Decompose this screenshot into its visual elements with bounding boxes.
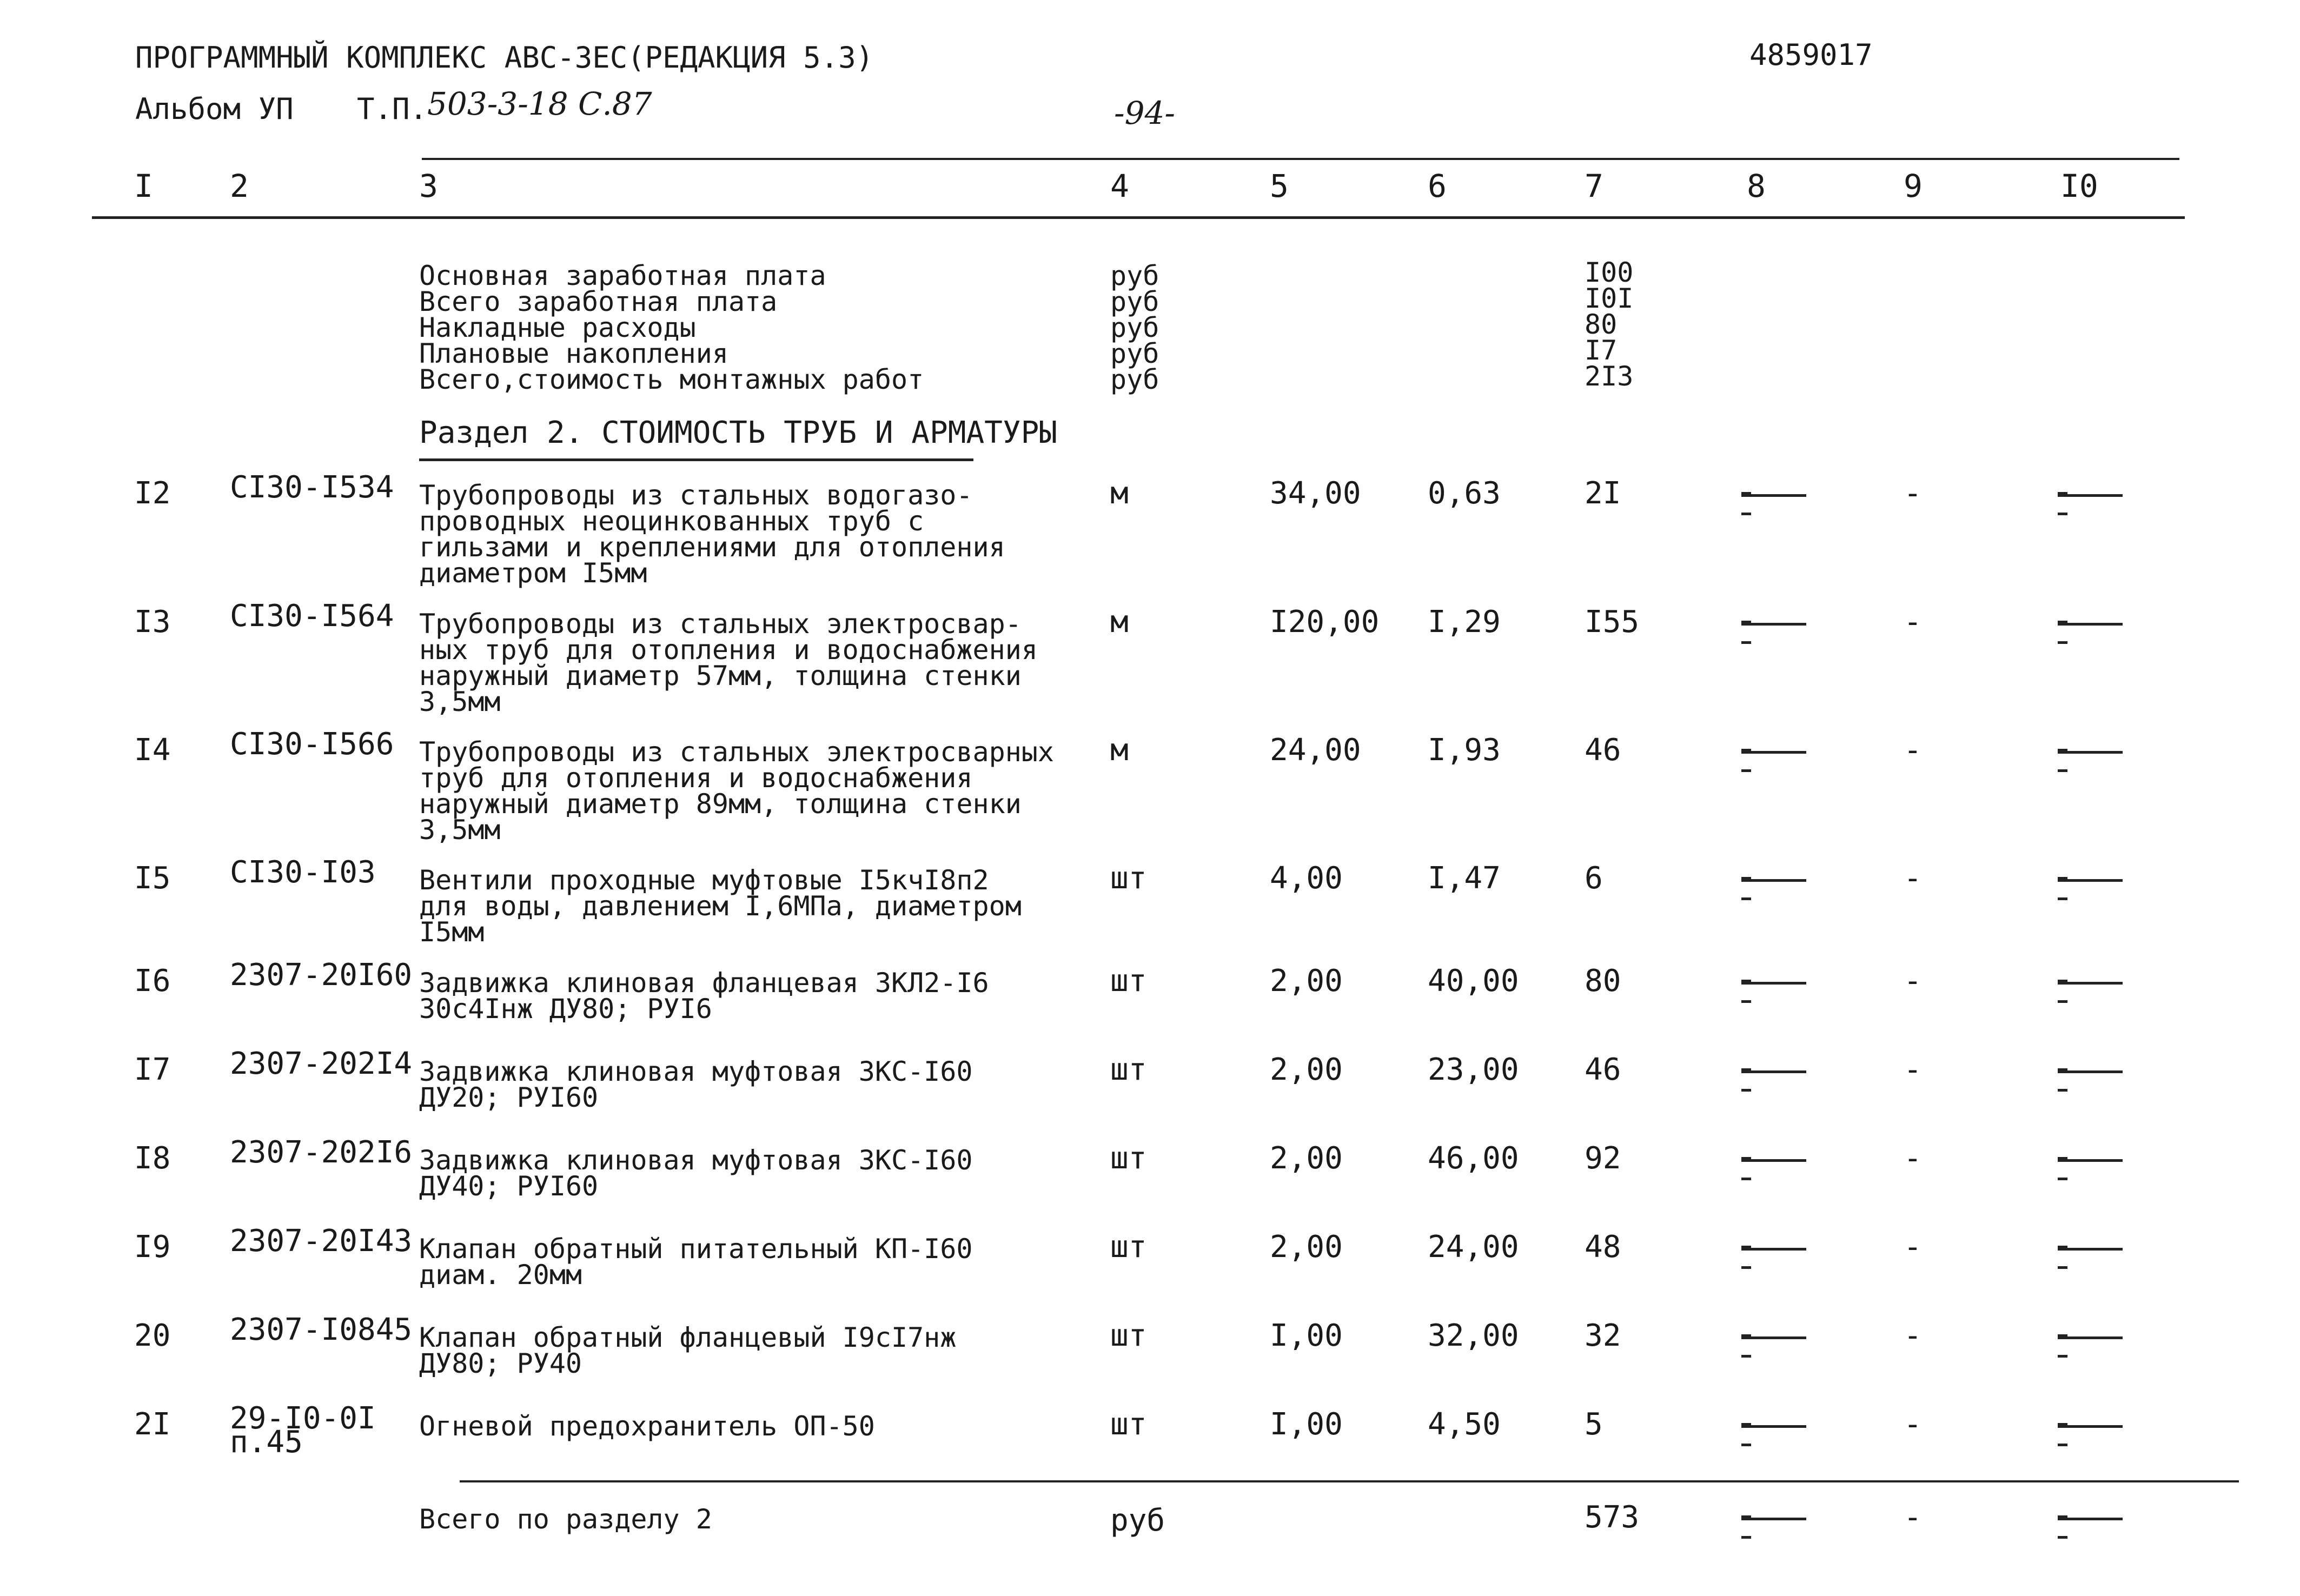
row-number: I2	[134, 476, 171, 511]
row-total: 6	[1585, 861, 1603, 896]
row-quantity: 2,00	[1270, 1229, 1343, 1265]
row-quantity: 2,00	[1270, 1141, 1343, 1176]
row-total: 32	[1585, 1318, 1621, 1353]
row-col8-dash	[1741, 1444, 1751, 1446]
tp-value: 503-3-18 С.87	[427, 85, 652, 122]
column-number-7: 7	[1585, 168, 1603, 204]
row-total: 80	[1585, 963, 1621, 999]
row-unit: м	[1110, 733, 1129, 768]
row-col9: -	[1904, 963, 1922, 999]
row-unit: м	[1110, 476, 1129, 511]
row-col10-dash	[2058, 1444, 2067, 1446]
row-code: 2307-202I4	[230, 1046, 413, 1081]
section-title: Раздел 2. СТОИМОСТЬ ТРУБ И АРМАТУРЫ	[419, 415, 1058, 450]
row-unit-price: 4,50	[1428, 1407, 1501, 1442]
column-number-3: 3	[419, 168, 438, 204]
header-top-rule	[422, 158, 2179, 160]
document-number: 4859017	[1749, 38, 1873, 72]
total-label: Всего по разделу 2	[419, 1504, 712, 1535]
row-col8-dash	[1741, 494, 1806, 497]
row-col9: -	[1904, 1141, 1922, 1176]
row-description: Клапан обратный питательный КП-I60 диам. 20мм	[419, 1233, 973, 1291]
row-col10-dash	[2058, 1178, 2067, 1180]
row-description: Трубопроводы из стальных электросвар- ных труб для отопления и водоснабжения наружный диаметр 57мм, толщина стенки 3,5мм	[419, 608, 1038, 717]
row-col10-dash	[2058, 769, 2067, 772]
row-quantity: I,00	[1270, 1318, 1343, 1353]
row-col9: -	[1904, 861, 1922, 896]
header-bottom-rule	[92, 216, 2185, 219]
row-unit: шт	[1110, 1052, 1147, 1087]
row-col10-dash	[2058, 623, 2123, 626]
row-description: Огневой предохранитель ОП-50	[419, 1411, 875, 1442]
row-description: Задвижка клиновая муфтовая ЗКС-I60 ДУ40; РУI60	[419, 1145, 973, 1202]
row-code: 29-I0-0I п.45	[230, 1401, 376, 1460]
row-total: 2I	[1585, 476, 1621, 511]
row-code: 2307-20I43	[230, 1223, 413, 1259]
row-col8-dash	[1741, 1178, 1751, 1180]
row-col9: -	[1904, 604, 1922, 640]
row-col8-dash	[1741, 1266, 1751, 1269]
row-quantity: 24,00	[1270, 733, 1361, 768]
column-number-9: 9	[1904, 168, 1923, 204]
edition-label: (РЕДАКЦИЯ 5.3)	[627, 41, 874, 75]
row-unit-price: I,93	[1428, 733, 1501, 768]
program-title: ПРОГРАММНЫЙ КОМПЛЕКС АВС-ЗЕС	[135, 41, 628, 75]
row-number: I9	[134, 1229, 171, 1265]
row-col9: -	[1904, 1318, 1922, 1353]
row-unit-price: 0,63	[1428, 476, 1501, 511]
row-col10-dash	[2058, 1089, 2067, 1092]
row-total: 5	[1585, 1407, 1603, 1442]
row-quantity: 2,00	[1270, 1052, 1343, 1087]
row-col9: -	[1904, 1052, 1922, 1087]
row-col10-dash	[2058, 1425, 2123, 1428]
row-unit-price: 24,00	[1428, 1229, 1519, 1265]
row-code: CI30-I564	[230, 598, 394, 634]
row-col10-dash	[2058, 897, 2067, 900]
row-total: 46	[1585, 733, 1621, 768]
row-col8-dash	[1741, 769, 1751, 772]
row-total: 48	[1585, 1229, 1621, 1265]
row-description: Задвижка клиновая фланцевая ЗКЛ2-I6 30с4Iнж ДУ80; РУI6	[419, 967, 989, 1025]
column-number-2: 2	[230, 168, 249, 204]
row-quantity: I20,00	[1270, 604, 1380, 640]
total-col10-dash	[2058, 1518, 2123, 1520]
row-code: 2307-I0845	[230, 1312, 413, 1347]
row-total: 92	[1585, 1141, 1621, 1176]
row-quantity: 2,00	[1270, 963, 1343, 999]
row-code: 2307-20I60	[230, 957, 413, 993]
row-col9: -	[1904, 1407, 1922, 1442]
total-value: 573	[1585, 1500, 1640, 1535]
total-col10-dash	[2058, 1536, 2067, 1539]
tp-label: Т.П.	[357, 92, 428, 126]
section-title-underline	[419, 458, 973, 461]
row-col10-dash	[2058, 1000, 2067, 1003]
summary-units: руб руб руб руб руб	[1110, 260, 1159, 395]
row-unit-price: I,29	[1428, 604, 1501, 640]
total-col8-dash	[1741, 1518, 1806, 1520]
album-label: Альбом УП	[135, 92, 294, 126]
row-description: Клапан обратный фланцевый I9сI7нж ДУ80; РУ40	[419, 1322, 957, 1379]
summary-values: I00 I0I 80 I7 2I3	[1585, 257, 1634, 392]
row-col10-dash	[2058, 513, 2067, 515]
row-col8-dash	[1741, 1070, 1806, 1073]
row-number: I5	[134, 861, 171, 896]
column-number-4: 4	[1110, 168, 1129, 204]
row-quantity: I,00	[1270, 1407, 1343, 1442]
row-unit: шт	[1110, 1229, 1147, 1265]
total-col8-dash	[1741, 1536, 1751, 1539]
row-description: Трубопроводы из стальных электросварных труб для отопления и водоснабжения наружный диаметр 89мм, толщина стенки 3,5мм	[419, 736, 1054, 846]
row-col10-dash	[2058, 641, 2067, 644]
row-total: 46	[1585, 1052, 1621, 1087]
row-number: I4	[134, 733, 171, 768]
row-code: 2307-202I6	[230, 1135, 413, 1170]
row-col8-dash	[1741, 1425, 1806, 1428]
row-col10-dash	[2058, 1159, 2123, 1162]
column-number-6: 6	[1428, 168, 1447, 204]
row-unit-price: I,47	[1428, 861, 1501, 896]
row-col10-dash	[2058, 982, 2123, 985]
row-col10-dash	[2058, 879, 2123, 882]
total-col9: -	[1904, 1500, 1922, 1535]
column-number-10: I0	[2060, 168, 2098, 204]
row-description: Вентили проходные муфтовые I5кчI8п2 для воды, давлением I,6МПа, диаметром I5мм	[419, 864, 1022, 948]
row-col10-dash	[2058, 494, 2123, 497]
row-col8-dash	[1741, 751, 1806, 754]
row-quantity: 34,00	[1270, 476, 1361, 511]
row-col10-dash	[2058, 1336, 2123, 1339]
row-number: 20	[134, 1318, 171, 1353]
row-col8-dash	[1741, 641, 1751, 644]
row-total: I55	[1585, 604, 1640, 640]
row-col8-dash	[1741, 897, 1751, 900]
row-unit-price: 46,00	[1428, 1141, 1519, 1176]
row-unit: шт	[1110, 861, 1147, 896]
row-col9: -	[1904, 1229, 1922, 1265]
row-number: I8	[134, 1141, 171, 1176]
row-description: Задвижка клиновая муфтовая ЗКС-I60 ДУ20; РУI60	[419, 1056, 973, 1113]
row-col8-dash	[1741, 1355, 1751, 1358]
row-code: CI30-I534	[230, 470, 394, 505]
row-col8-dash	[1741, 1000, 1751, 1003]
row-code: CI30-I03	[230, 855, 376, 890]
row-unit: шт	[1110, 1407, 1147, 1442]
column-number-5: 5	[1270, 168, 1289, 204]
row-col8-dash	[1741, 513, 1751, 515]
row-col9: -	[1904, 733, 1922, 768]
row-col8-dash	[1741, 623, 1806, 626]
row-col10-dash	[2058, 1248, 2123, 1251]
table-bottom-rule	[460, 1480, 2239, 1482]
row-number: 2I	[134, 1407, 171, 1442]
row-col8-dash	[1741, 1089, 1751, 1092]
summary-labels: Основная заработная плата Всего заработная плата Накладные расходы Плановые накопления Всего,стоимость монтажных работ	[419, 260, 924, 395]
row-unit-price: 32,00	[1428, 1318, 1519, 1353]
row-col10-dash	[2058, 1355, 2067, 1358]
row-col8-dash	[1741, 1159, 1806, 1162]
total-unit: руб	[1110, 1503, 1165, 1538]
row-number: I7	[134, 1052, 171, 1087]
row-unit: шт	[1110, 1318, 1147, 1353]
row-unit-price: 23,00	[1428, 1052, 1519, 1087]
row-col10-dash	[2058, 1266, 2067, 1269]
row-col10-dash	[2058, 751, 2123, 754]
row-col8-dash	[1741, 879, 1806, 882]
row-unit: шт	[1110, 963, 1147, 999]
row-number: I6	[134, 963, 171, 999]
row-unit: шт	[1110, 1141, 1147, 1176]
row-code: CI30-I566	[230, 727, 394, 762]
row-col8-dash	[1741, 1336, 1806, 1339]
page-number: -94-	[1114, 95, 1175, 131]
column-number-1: I	[134, 168, 153, 204]
row-unit-price: 40,00	[1428, 963, 1519, 999]
row-col8-dash	[1741, 982, 1806, 985]
row-col9: -	[1904, 476, 1922, 511]
row-number: I3	[134, 604, 171, 640]
row-description: Трубопроводы из стальных водогазо- проводных неоцинкованных труб с гильзами и креплениями для отопления диаметром I5мм	[419, 480, 1005, 589]
row-col8-dash	[1741, 1248, 1806, 1251]
row-unit: м	[1110, 604, 1129, 640]
column-number-8: 8	[1747, 168, 1766, 204]
row-col10-dash	[2058, 1070, 2123, 1073]
row-quantity: 4,00	[1270, 861, 1343, 896]
